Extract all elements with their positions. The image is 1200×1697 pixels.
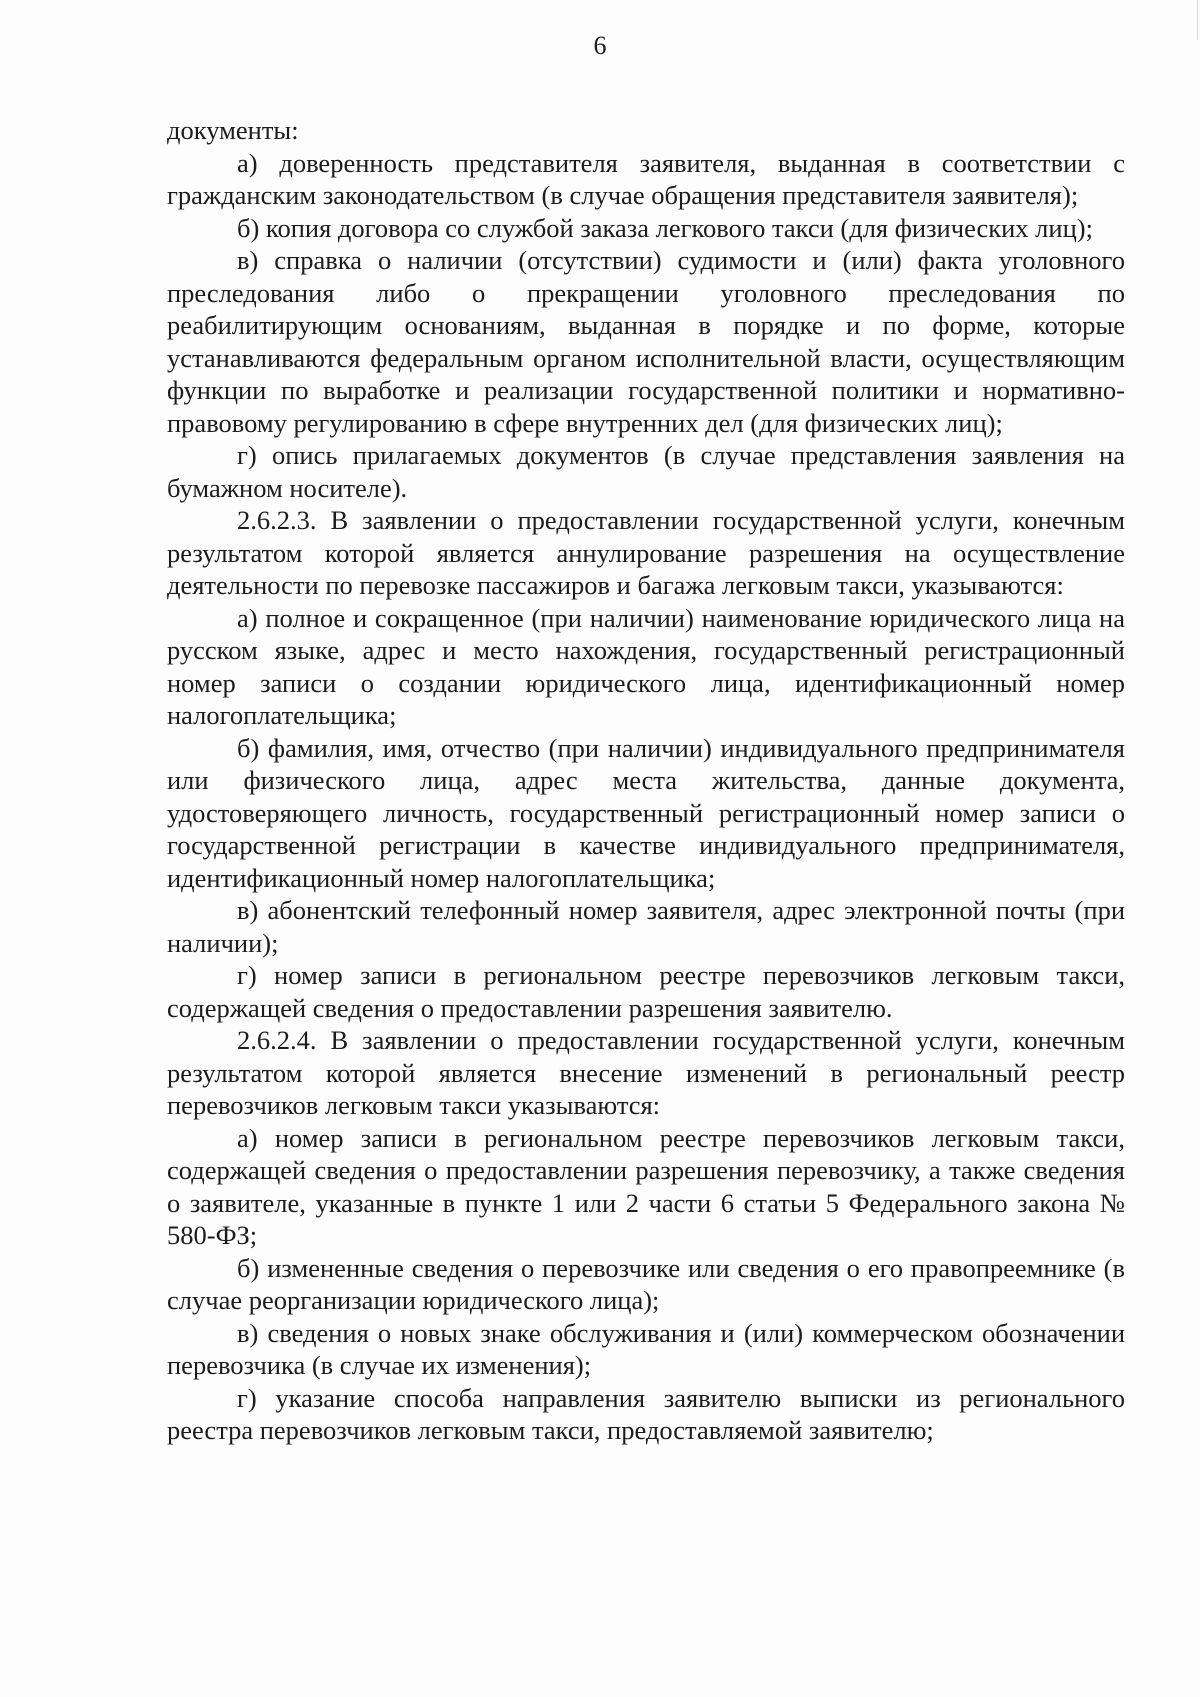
paragraph-item-g-inventory: г) опись прилагаемых документов (в случае представления заявления на бумажном носителе). [167, 440, 1125, 503]
paragraph-2-6-2-4-item-v: в) сведения о новых знаке обслуживания и (или) коммерческом обозначении перевозчика (в случае их изменения); [167, 1317, 1125, 1380]
page-number: 6 [593, 31, 607, 60]
paragraph-2-6-2-3-item-g: г) номер записи в региональном реестре перевозчиков легковым такси, содержащей сведения о предоставлении разрешения заявителю. [167, 960, 1125, 1023]
paragraph-2-6-2-3-item-a: а) полное и сокращенное (при наличии) наименование юридического лица на русском языке, адрес и место нахождения, государственный регистрационный номер записи о создании юридического лица, идентификационный номер налогоплательщика; [167, 602, 1125, 730]
paragraph-2-6-2-3-item-v: в) абонентский телефонный номер заявителя, адрес электронной почты (при наличии); [167, 895, 1125, 958]
paragraph-item-a-power-of-attorney: а) доверенность представителя заявителя, выданная в соответствии с гражданским законодательством (в случае обращения представителя заявителя); [167, 147, 1125, 210]
paragraph-2-6-2-3-item-b: б) фамилия, имя, отчество (при наличии) индивидуального предпринимателя или физического лица, адрес места жительства, данные документа, удостоверяющего личность, государственный регистрационный номер записи о государственной регистрации в качестве индивидуального предпринимателя, идентификационный номер налогоплательщика; [167, 732, 1125, 893]
paragraph-item-b-contract-copy: б) копия договора со службой заказа легкового такси (для физических лиц); [237, 212, 1093, 243]
paragraph-2-6-2-4-item-a: а) номер записи в региональном реестре перевозчиков легковым такси, содержащей сведения о предоставлении разрешения перевозчику, а также сведения о заявителе, указанные в пункте 1 или 2 части 6 статьи 5 Федерального закона № 580-ФЗ; [167, 1122, 1125, 1250]
paragraph-item-v-criminal-record: в) справка о наличии (отсутствии) судимости и (или) факта уголовного преследования либо о прекращении уголовного преследования по реабилитирующим основаниям, выданная в порядке и по форме, которые устанавливаются федеральным органом исполнительной власти, осуществляющим функции по выработке и реализации государственной политики и нормативно-правовому регулированию в сфере внутренних дел (для физических лиц); [167, 245, 1125, 438]
paragraph-2-6-2-4-item-g: г) указание способа направления заявителю выписки из регионального реестра перевозчиков легковым такси, предоставляемой заявителю; [167, 1382, 1125, 1445]
paragraph-documents-heading: документы: [167, 115, 299, 145]
document-body [167, 114, 1125, 1447]
paragraph-2-6-2-4-item-b: б) измененные сведения о перевозчике или сведения о его правопреемнике (в случае реорганизации юридического лица); [167, 1252, 1125, 1315]
paragraph-section-2-6-2-4: 2.6.2.4. В заявлении о предоставлении государственной услуги, конечным результатом которой является внесение изменений в региональный реестр перевозчиков легковым такси указываются: [167, 1025, 1125, 1120]
paragraph-section-2-6-2-3: 2.6.2.3. В заявлении о предоставлении государственной услуги, конечным результатом которой является аннулирование разрешения на осуществление деятельности по перевозке пассажиров и багажа легковым такси, указываются: [167, 505, 1125, 600]
